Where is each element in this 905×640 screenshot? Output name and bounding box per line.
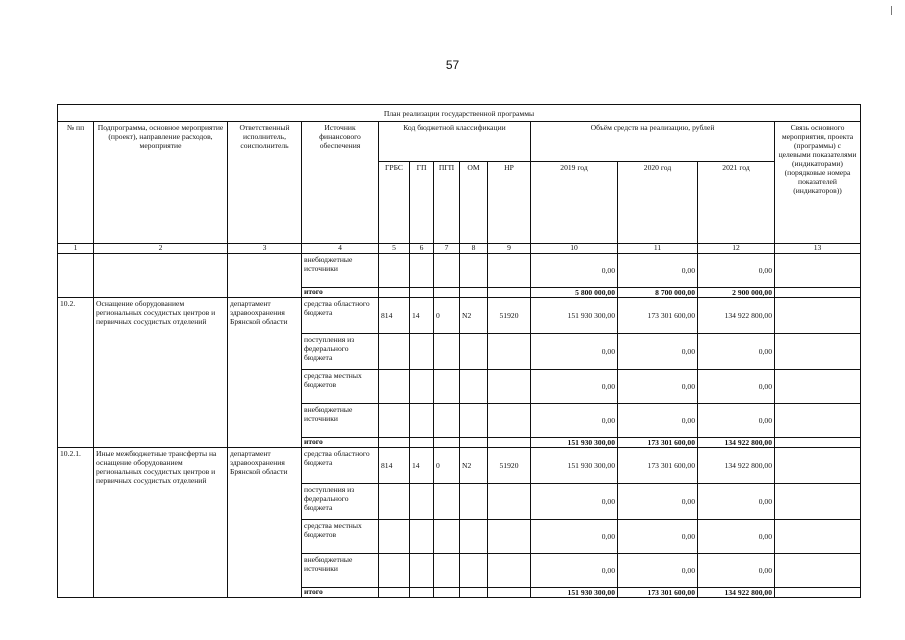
source-label: поступления из федерального бюджета bbox=[302, 484, 379, 520]
column-number: 1 bbox=[58, 244, 94, 254]
year-2021-header: 2021 год bbox=[698, 162, 775, 244]
value-cell: 173 301 600,00 bbox=[618, 448, 698, 484]
value-cell: 134 922 800,00 bbox=[698, 298, 775, 334]
item-number: 10.2.1. bbox=[58, 448, 94, 598]
value-cell: 151 930 300,00 bbox=[531, 298, 618, 334]
column-number: 10 bbox=[531, 244, 618, 254]
plan-title: План реализации государственной программы bbox=[58, 105, 861, 122]
column-numbers-row bbox=[58, 244, 861, 254]
source-label: внебюджетные источники bbox=[302, 404, 379, 438]
code-grbs: 814 bbox=[379, 448, 410, 484]
col-link-header: Связь основного мероприятия, проекта (программы) с целевыми показателями (индикаторами) (порядковые номера показателей (индикаторов)) bbox=[775, 122, 861, 244]
page-number: 57 bbox=[445, 58, 460, 72]
code-om-header: ОМ bbox=[460, 162, 488, 244]
total-value: 134 922 800,00 bbox=[698, 588, 775, 598]
column-number: 2 bbox=[94, 244, 228, 254]
code-pgp-header: ПГП bbox=[434, 162, 460, 244]
col-num-header: № пп bbox=[58, 122, 94, 244]
column-number: 5 bbox=[379, 244, 410, 254]
value-cell: 0,00 bbox=[531, 404, 618, 438]
item-name: Оснащение оборудованием региональных сосудистых центров и первичных сосудистых отделений bbox=[94, 298, 228, 448]
value-cell: 0,00 bbox=[698, 520, 775, 554]
scan-mark bbox=[891, 6, 892, 15]
value-cell: 0,00 bbox=[618, 554, 698, 588]
total-value: 151 930 300,00 bbox=[531, 438, 618, 448]
code-om: N2 bbox=[460, 298, 488, 334]
value-cell: 0,00 bbox=[698, 554, 775, 588]
value-cell: 151 930 300,00 bbox=[531, 448, 618, 484]
total-label: итого bbox=[302, 288, 379, 298]
value-cell: 0,00 bbox=[531, 554, 618, 588]
program-plan-table bbox=[57, 104, 861, 598]
col-executor-header: Ответственный исполнитель, соисполнитель bbox=[228, 122, 302, 244]
total-value: 134 922 800,00 bbox=[698, 438, 775, 448]
value-cell: 0,00 bbox=[698, 370, 775, 404]
code-grbs-header: ГРБС bbox=[379, 162, 410, 244]
total-value: 8 700 000,00 bbox=[618, 288, 698, 298]
code-gp: 14 bbox=[410, 448, 434, 484]
value-cell: 0,00 bbox=[531, 254, 618, 288]
column-number: 6 bbox=[410, 244, 434, 254]
source-label: средства местных бюджетов bbox=[302, 370, 379, 404]
value-cell: 0,00 bbox=[618, 484, 698, 520]
source-label: средства областного бюджета bbox=[302, 298, 379, 334]
total-value: 151 930 300,00 bbox=[531, 588, 618, 598]
value-cell: 0,00 bbox=[618, 404, 698, 438]
code-gp-header: ГП bbox=[410, 162, 434, 244]
col-subprogram-header: Подпрограмма, основное мероприятие (проект), направление расходов, мероприятие bbox=[94, 122, 228, 244]
source-label: поступления из федерального бюджета bbox=[302, 334, 379, 370]
value-cell: 0,00 bbox=[531, 520, 618, 554]
source-label: внебюджетные источники bbox=[302, 554, 379, 588]
value-cell: 0,00 bbox=[531, 370, 618, 404]
column-number: 12 bbox=[698, 244, 775, 254]
code-nr: 51920 bbox=[488, 298, 531, 334]
value-cell: 0,00 bbox=[531, 334, 618, 370]
source-label: средства местных бюджетов bbox=[302, 520, 379, 554]
table-row bbox=[58, 254, 861, 288]
value-cell: 0,00 bbox=[698, 254, 775, 288]
source-label: средства областного бюджета bbox=[302, 448, 379, 484]
column-number: 7 bbox=[434, 244, 460, 254]
code-nr-header: НР bbox=[488, 162, 531, 244]
column-number: 4 bbox=[302, 244, 379, 254]
source-label: внебюджетные источники bbox=[302, 254, 379, 288]
value-cell: 0,00 bbox=[531, 484, 618, 520]
code-om: N2 bbox=[460, 448, 488, 484]
year-2020-header: 2020 год bbox=[618, 162, 698, 244]
item-number: 10.2. bbox=[58, 298, 94, 448]
col-source-header: Источник финансового обеспечения bbox=[302, 122, 379, 244]
code-gp: 14 bbox=[410, 298, 434, 334]
total-label: итого bbox=[302, 438, 379, 448]
table-row bbox=[58, 448, 861, 484]
col-budget-code-header: Код бюджетной классификации bbox=[379, 122, 531, 162]
value-cell: 0,00 bbox=[618, 254, 698, 288]
total-value: 2 900 000,00 bbox=[698, 288, 775, 298]
value-cell: 134 922 800,00 bbox=[698, 448, 775, 484]
column-number: 13 bbox=[775, 244, 861, 254]
column-number: 8 bbox=[460, 244, 488, 254]
table-row bbox=[58, 298, 861, 334]
column-number: 11 bbox=[618, 244, 698, 254]
value-cell: 0,00 bbox=[698, 484, 775, 520]
code-grbs: 814 bbox=[379, 298, 410, 334]
total-value: 173 301 600,00 bbox=[618, 588, 698, 598]
item-name: Иные межбюджетные трансферты на оснащение оборудованием региональных сосудистых центров и первичных сосудистых отделений bbox=[94, 448, 228, 598]
code-pgp: 0 bbox=[434, 298, 460, 334]
year-2019-header: 2019 год bbox=[531, 162, 618, 244]
column-number: 9 bbox=[488, 244, 531, 254]
total-value: 5 800 000,00 bbox=[531, 288, 618, 298]
code-nr: 51920 bbox=[488, 448, 531, 484]
item-executor: департамент здравоохранения Брянской области bbox=[228, 298, 302, 448]
total-label: итого bbox=[302, 588, 379, 598]
value-cell: 0,00 bbox=[618, 370, 698, 404]
value-cell: 0,00 bbox=[618, 520, 698, 554]
item-executor: департамент здравоохранения Брянской области bbox=[228, 448, 302, 598]
value-cell: 0,00 bbox=[618, 334, 698, 370]
code-pgp: 0 bbox=[434, 448, 460, 484]
total-value: 173 301 600,00 bbox=[618, 438, 698, 448]
value-cell: 173 301 600,00 bbox=[618, 298, 698, 334]
col-volume-header: Объём средств на реализацию, рублей bbox=[531, 122, 775, 162]
column-number: 3 bbox=[228, 244, 302, 254]
value-cell: 0,00 bbox=[698, 334, 775, 370]
value-cell: 0,00 bbox=[698, 404, 775, 438]
